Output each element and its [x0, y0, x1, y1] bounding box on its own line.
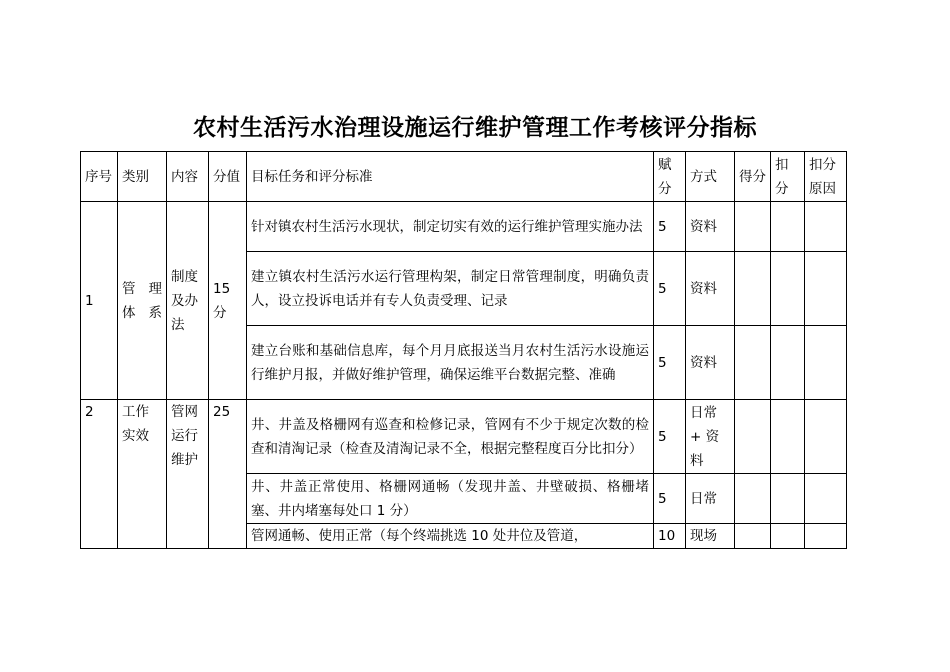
- header-score: 得分: [735, 152, 771, 202]
- header-category: 类别: [118, 152, 167, 202]
- reason-cell: [805, 400, 847, 474]
- reason-cell: [805, 524, 847, 549]
- group-seq: 2: [81, 400, 118, 549]
- deduct-cell: [771, 326, 805, 400]
- reason-cell: [805, 326, 847, 400]
- header-row: [81, 152, 847, 202]
- deduct-cell: [771, 474, 805, 524]
- group-category: 工作实效: [118, 400, 167, 549]
- deduct-cell: [771, 252, 805, 326]
- score-cell: [735, 326, 771, 400]
- group-points: 25: [209, 400, 247, 549]
- group-content: 管网运行维护: [167, 400, 209, 549]
- method-cell: 资料: [686, 326, 735, 400]
- target-cell: 井、井盖及格栅网有巡查和检修记录，管网有不少于规定次数的检查和清淘记录（检查及清淘记录不全，根据完整程度百分比扣分）: [247, 400, 654, 474]
- assigned-cell: 10: [654, 524, 686, 549]
- method-cell: 现场: [686, 524, 735, 549]
- header-deduct: 扣分: [771, 152, 805, 202]
- reason-cell: [805, 252, 847, 326]
- group-category: 管 理体系: [118, 202, 167, 400]
- header-reason: 扣分原因: [805, 152, 847, 202]
- group-content: 制度及办法: [167, 202, 209, 400]
- score-cell: [735, 252, 771, 326]
- score-cell: [735, 524, 771, 549]
- assigned-cell: 5: [654, 252, 686, 326]
- header-assigned: 赋分: [654, 152, 686, 202]
- score-cell: [735, 400, 771, 474]
- score-cell: [735, 474, 771, 524]
- document-title: 农村生活污水治理设施运行维护管理工作考核评分指标: [193, 115, 757, 141]
- assigned-cell: 5: [654, 474, 686, 524]
- assigned-cell: 5: [654, 326, 686, 400]
- group-points: 15 分: [209, 202, 247, 400]
- scoring-table: [80, 151, 847, 549]
- target-cell: 井、井盖正常使用、格栅网通畅（发现井盖、井壁破损、格栅堵塞、井内堵塞每处口 1 分）: [247, 474, 654, 524]
- method-cell: 日常: [686, 474, 735, 524]
- target-cell: 建立台账和基础信息库，每个月月底报送当月农村生活污水设施运行维护月报，并做好维护管理，确保运维平台数据完整、准确: [247, 326, 654, 400]
- target-cell: 管网通畅、使用正常（每个终端挑选 10 处井位及管道，: [247, 524, 654, 549]
- group-seq: 1: [81, 202, 118, 400]
- table-row: [81, 202, 847, 252]
- header-content: 内容: [167, 152, 209, 202]
- method-cell: 资料: [686, 202, 735, 252]
- target-cell: 建立镇农村生活污水运行管理构架，制定日常管理制度，明确负责人，设立投诉电话并有专人负责受理、记录: [247, 252, 654, 326]
- header-seq: 序号: [81, 152, 118, 202]
- reason-cell: [805, 474, 847, 524]
- table-row: [81, 400, 847, 474]
- method-cell: 资料: [686, 252, 735, 326]
- header-target: 目标任务和评分标准: [247, 152, 654, 202]
- assigned-cell: 5: [654, 202, 686, 252]
- score-cell: [735, 202, 771, 252]
- target-cell: 针对镇农村生活污水现状，制定切实有效的运行维护管理实施办法: [247, 202, 654, 252]
- header-points: 分值: [209, 152, 247, 202]
- reason-cell: [805, 202, 847, 252]
- header-method: 方式: [686, 152, 735, 202]
- assigned-cell: 5: [654, 400, 686, 474]
- deduct-cell: [771, 400, 805, 474]
- deduct-cell: [771, 524, 805, 549]
- deduct-cell: [771, 202, 805, 252]
- method-cell: 日常 + 资料: [686, 400, 735, 474]
